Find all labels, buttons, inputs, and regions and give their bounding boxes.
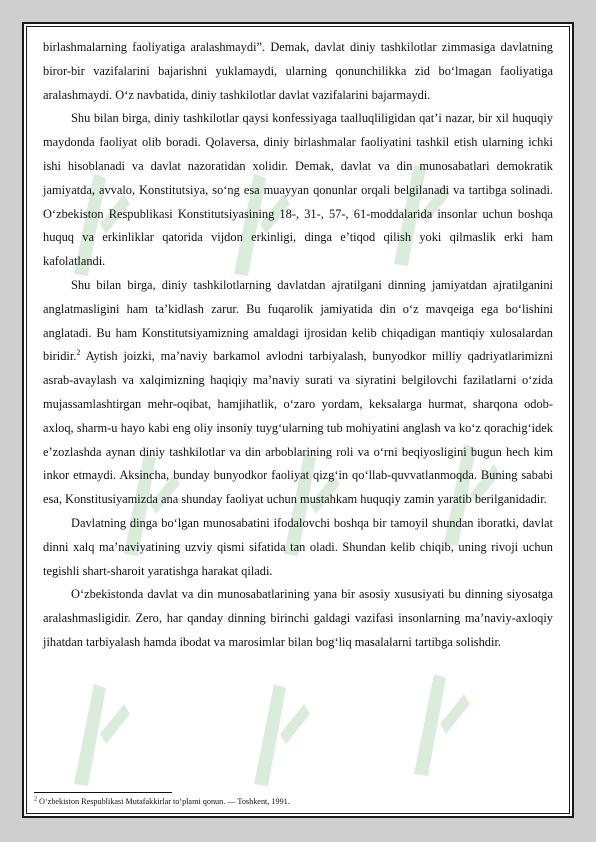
paragraph-3-tail: Aytish joizki, ma’naviy barkamol avlodni tarbiyalash, bunyodkor milliy qadriyatlarimizni asrab-avaylash va xalqimizning haqiqiy ma’naviy surati va siyratini belgilovchi fazilatlarni o‘zida mujassamlashtirgan mehr-oqibat, hamjihatlik, o‘zaro yordam, keksalarga hurmat, sharqona odob-axloq, sharm-u hayo kabi eng oliy insoniy tuyg‘ularning tub mohiyatini anglash va ko‘z qorachig‘idek e’zozlashda aynan diniy tashkilotlar va din arboblarining roli va o‘rni beqiyosligini bugun hech kim inkor etmaydi. Aksincha, bunday bunyodkor faoliyat qizg‘in qo‘llab-quvvatlanmoqda. Buning sababi esa, Konstitusiyamizda ana shunday faoliyat uchun mustahkam huquqiy zamin yaratib berilganidadir. (43, 349, 553, 507)
page-frame (22, 22, 574, 818)
footnote-marker: 2 (34, 796, 37, 803)
footnote-text: O‘zbekiston Respublikasi Mutafakkirlar to‘plami qonun. — Toshkent, 1991. (39, 797, 290, 806)
paragraph-3 (43, 274, 553, 512)
paragraph-5: O‘zbekistonda davlat va din munosabatlarining yana bir asosiy xususiyati bu dinning siyosatga aralashmasligidir. Zero, har qanday dinning birinchi galdagi vazifasi insonlarning ma’naviy-axloqiy jihatdan tarbiyalash hamda ibodat va marosimlar bilan bog‘liq masalalarni tartibga solishdir. (43, 587, 553, 649)
paragraph-1: birlashmalarning faoliyatiga aralashmaydi”. Demak, davlat diniy tashkilotlar zimmasiga davlatning biror-bir vazifalarini bajarishni yuklamaydi, ularning qonunchilikka zid bo‘lmagan faoliyatiga aralashmaydi. O‘z navbatida, diniy tashkilotlar davlat vazifalarini bajarmaydi. (43, 40, 553, 102)
paragraph-4: Davlatning dinga bo‘lgan munosabatini ifodalovchi boshqa bir tamoyil shundan iboratki, davlat dinni xalq ma’naviyatining uzviy qismi sifatida tan oladi. Shundan kelib chiqib, uning rivoji uchun tegishli shart-sharoit yaratishga harakat qiladi. (43, 515, 553, 578)
paragraph-3-head: Shu bilan birga, diniy tashkilotlarning davlatdan ajratilgani dinning jamiyatdan ajratilganini anglatmasligini ham ta’kidlash zarur. Bu fuqarolik jamiyatida din o‘z mavqeiga ega bo‘lishini anglatadi. Bu ham Konstitutsiyamizning amaldagi ijrosidan kelib chiqadigan mantiqiy xulosalardan biridir. (43, 277, 553, 364)
footnote-reference[interactable]: 2 (76, 348, 81, 358)
footnote (34, 796, 290, 807)
paragraph-2: Shu bilan birga, diniy tashkilotlar qaysi konfessiyaga taalluqliligidan qat’i nazar, bir xil huquqiy maydonda faoliyat olib boradi. Qolaversa, diniy birlashmalar faoliyatini tashkil etish ularning ichki ishi hisoblanadi va davlat nazoratidan xolidir. Demak, davlat va din munosabatlari demokratik jamiyatda, avvalo, Konstitutsiya, so‘ng esa muayyan qonunlar orqali belgilanadi va tartibga solinadi. O‘zbekiston Respublikasi Konstitutsiyasining 18-, 31-, 57-, 61-moddalarida insonlar uchun boshqa huquq va erkinliklar qatorida vijdon erkinligi, dinga e’tiqod qilish yoki qilmaslik erki ham kafolatlandi. (43, 111, 553, 269)
footnote-divider (34, 792, 172, 793)
body-text (43, 36, 553, 655)
